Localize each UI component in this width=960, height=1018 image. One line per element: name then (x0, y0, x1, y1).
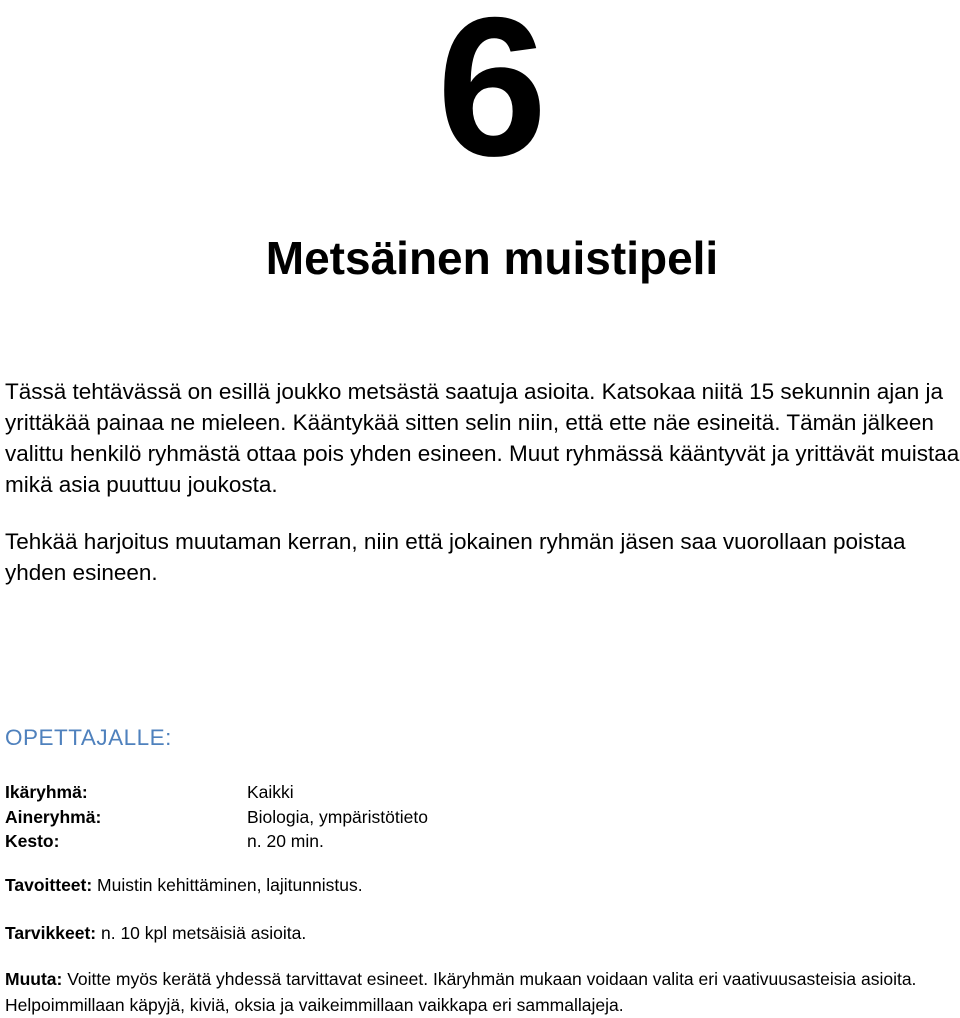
subject-group-row (5, 805, 428, 830)
other-value: Voitte myös kerätä yhdessä tarvittavat esineet. Ikäryhmän mukaan voidaan valita eri vaativuusasteisia asioita. Helpoimmillaan käpyjä, kiviä, oksia ja vaikeimmillaan vaikkapa eri sammallajeja. (5, 969, 917, 1015)
teacher-heading: OPETTAJALLE: (5, 725, 172, 750)
teacher-info-table (5, 780, 428, 854)
supplies-line (5, 921, 306, 946)
goals-value: Muistin kehittäminen, lajitunnistus. (92, 875, 363, 895)
duration-row (5, 829, 428, 854)
supplies-value: n. 10 kpl metsäisiä asioita. (96, 923, 307, 943)
duration-value: n. 20 min. (247, 831, 324, 851)
other-label: Muuta: (5, 969, 63, 989)
age-group-label: Ikäryhmä: (5, 782, 88, 802)
duration-label: Kesto: (5, 831, 60, 851)
other-notes (5, 966, 960, 1018)
age-group-value: Kaikki (247, 782, 294, 802)
supplies-label: Tarvikkeet: (5, 923, 97, 943)
subject-group-value: Biologia, ympäristötieto (247, 806, 428, 827)
page-title: Metsäinen muistipeli (265, 232, 719, 284)
subject-group-label: Aineryhmä: (5, 806, 102, 827)
page-number: 6 (436, 0, 548, 197)
age-group-row (5, 780, 428, 805)
goals-line (5, 873, 363, 898)
instructions-paragraph: Tässä tehtävässä on esillä joukko metsästä saatuja asioita. Katsokaa niitä 15 sekunnin ajan ja yrittäkää painaa ne mieleen. Kääntykää sitten selin niin, että ette näe esineitä. Tämän jälkeen valittu henkilö ryhmästä ottaa pois yhden esineen. Muut ryhmässä kääntyvät ja yrittävät muistaa mikä asia puuttuu joukosta. (5, 379, 960, 497)
repeat-paragraph: Tehkää harjoitus muutaman kerran, niin että jokainen ryhmän jäsen saa vuorollaan poistaa yhden esineen. (5, 529, 906, 585)
goals-label: Tavoitteet: (5, 875, 93, 895)
